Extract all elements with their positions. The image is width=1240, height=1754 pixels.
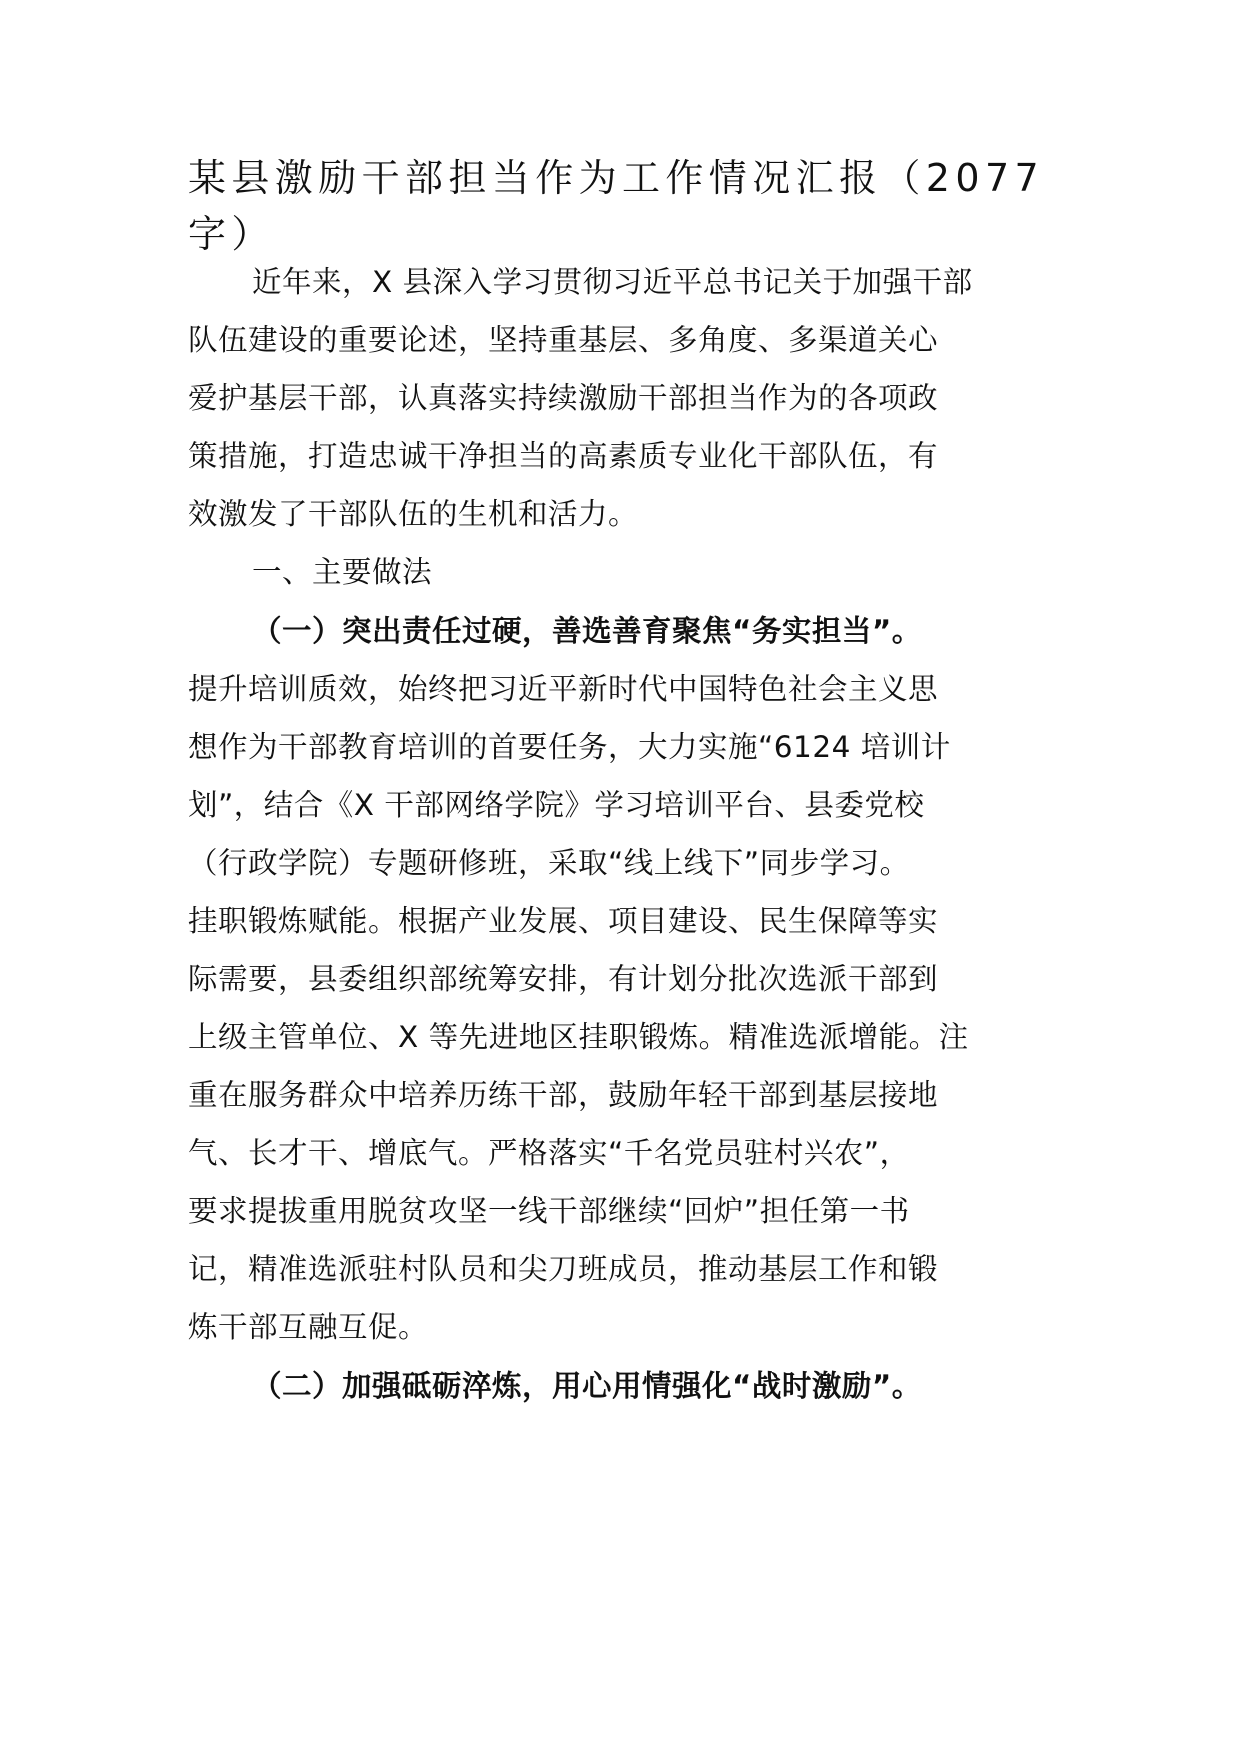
title-line-1: 某县激励干部担当作为工作情况汇报（2077 (188, 156, 1045, 200)
paragraph-line: 重在服务群众中培养历练干部，鼓励年轻干部到基层接地 (188, 1078, 939, 1112)
paragraph-line: 炼干部互融互促。 (188, 1310, 429, 1344)
document-title (188, 150, 1068, 262)
paragraph-line: 挂职锻炼赋能。根据产业发展、项目建设、民生保障等实 (188, 904, 939, 938)
paragraph-line: 要求提拔重用脱贫攻坚一线干部继续“回炉”担任第一书 (188, 1194, 910, 1228)
paragraph-line: 记，精准选派驻村队员和尖刀班成员，推动基层工作和锻 (188, 1252, 939, 1286)
paragraph-line: 划”，结合《X 干部网络学院》学习培训平台、县委党校 (188, 788, 925, 822)
title-line-2: 字） (188, 212, 275, 256)
paragraph-line: 气、长才干、增底气。严格落实“千名党员驻村兴农”， (188, 1136, 910, 1170)
paragraph-line: 队伍建设的重要论述，坚持重基层、多角度、多渠道关心 (188, 323, 939, 357)
paragraph-line: （行政学院）专题研修班，采取“线上线下”同步学习。 (188, 846, 910, 880)
paragraph-line: 际需要，县委组织部统筹安排，有计划分批次选派干部到 (188, 962, 939, 996)
paragraph-line: 策措施，打造忠诚干净担当的高素质专业化干部队伍，有 (188, 439, 939, 473)
section-heading: （二）加强砥砺淬炼，用心用情强化“战时激励”。 (252, 1369, 922, 1403)
paragraph-line: 想作为干部教育培训的首要任务，大力实施“6124 培训计 (188, 730, 951, 764)
paragraph-line: 提升培训质效，始终把习近平新时代中国特色社会主义思 (188, 672, 939, 706)
paragraph-line: 上级主管单位、X 等先进地区挂职锻炼。精准选派增能。注 (188, 1020, 969, 1054)
section-heading: （一）突出责任过硬，善选善育聚焦“务实担当”。 (252, 614, 922, 648)
chapter-heading: 一、主要做法 (252, 555, 433, 589)
paragraph-line: 近年来，X 县深入学习贯彻习近平总书记关于加强干部 (252, 265, 973, 299)
paragraph-line: 爱护基层干部，认真落实持续激励干部担当作为的各项政 (188, 381, 939, 415)
paragraph-line: 效激发了干部队伍的生机和活力。 (188, 497, 639, 531)
